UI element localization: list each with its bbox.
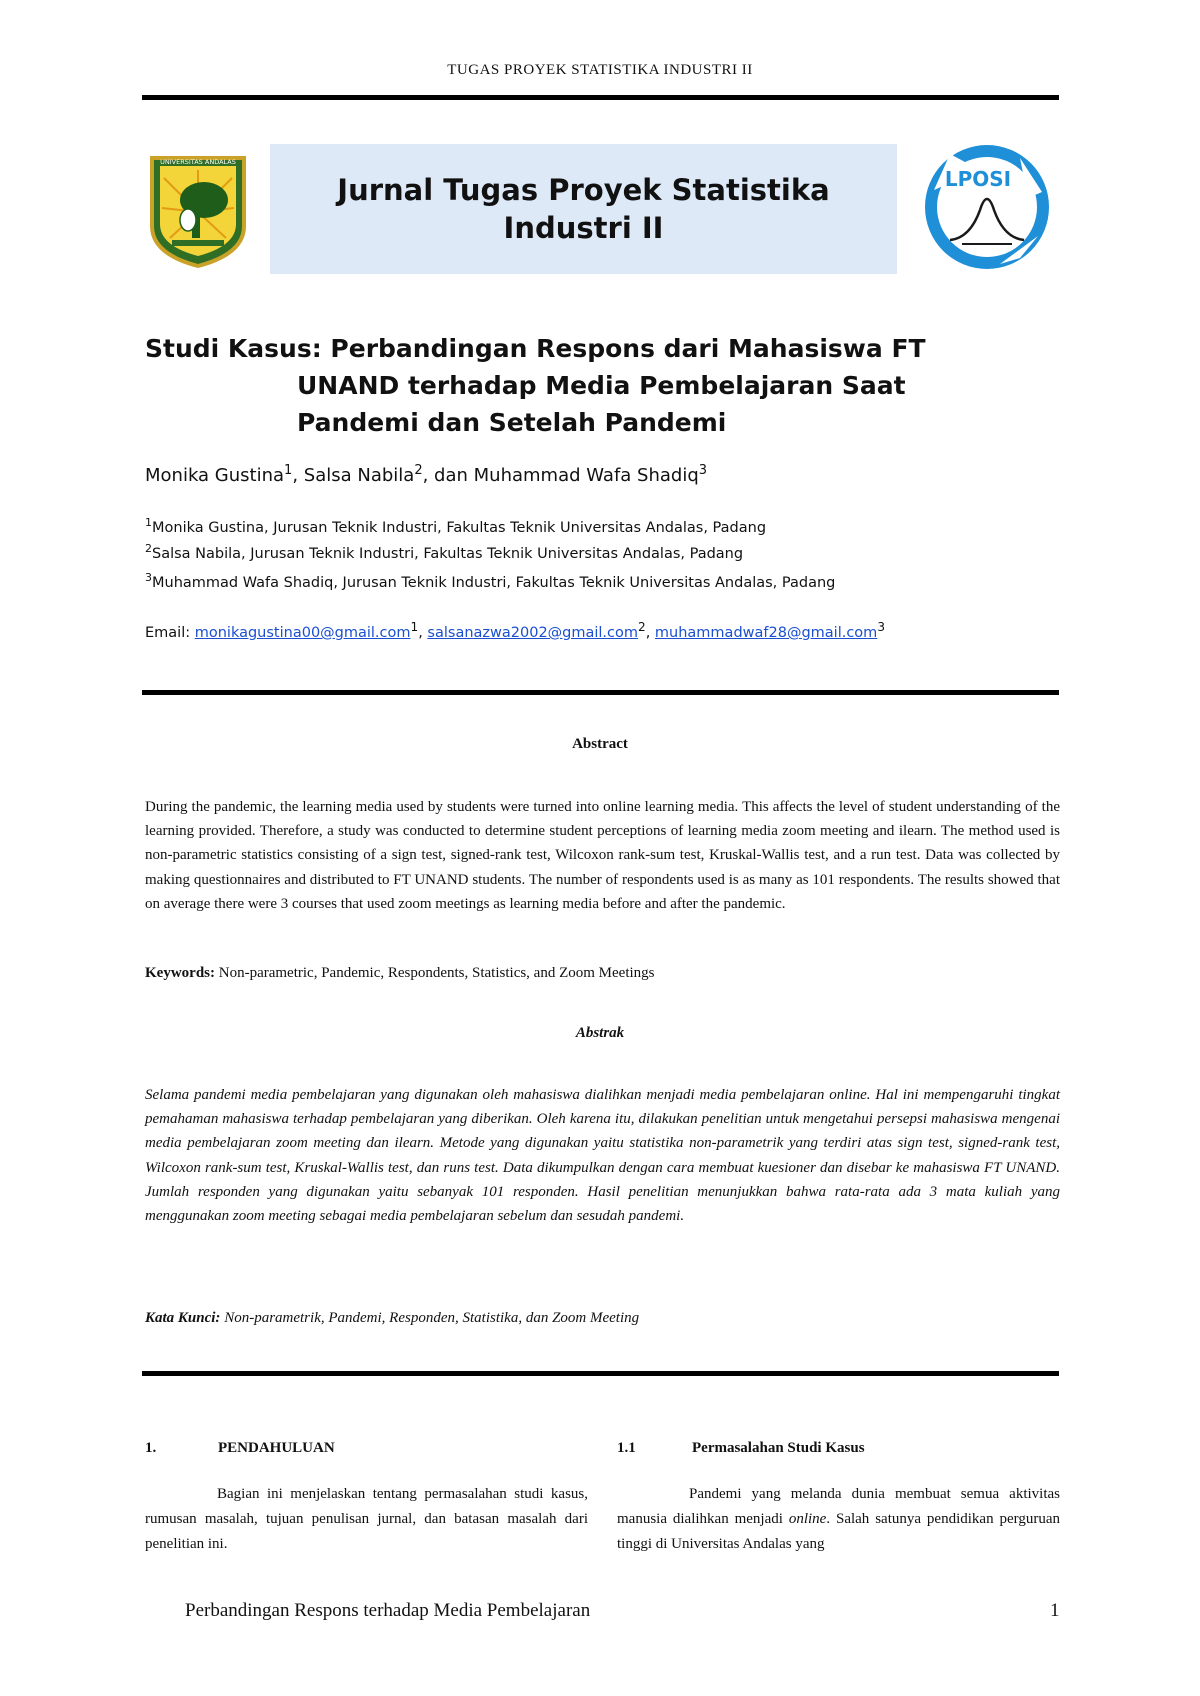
author-list — [145, 463, 707, 486]
header-rule — [142, 95, 1059, 100]
logo-right-text: LPOSI — [944, 167, 1012, 191]
abstract-heading: Abstract — [572, 736, 628, 752]
journal-title-line2: Industri II — [503, 211, 664, 245]
author-sup: 2 — [414, 463, 423, 478]
keywords-line — [145, 965, 655, 982]
university-logo — [148, 148, 248, 270]
affiliation-text: Muhammad Wafa Shadiq, Jurusan Teknik Industri, Fakultas Teknik Universitas Andalas, Padang — [152, 574, 836, 591]
left-column — [145, 1440, 588, 1557]
author-sup: 1 — [284, 463, 293, 478]
author-name: Salsa Nabila — [303, 465, 415, 486]
section-number: 1.1 — [617, 1440, 636, 1456]
kata-kunci-text: Non-parametrik, Pandemi, Responden, Statistika, dan Zoom Meeting — [224, 1310, 640, 1326]
email-sup: 2 — [638, 620, 646, 634]
title-line-1: Studi Kasus: Perbandingan Respons dari Mahasiswa FT — [145, 334, 926, 363]
affiliation-3 — [145, 571, 835, 591]
kata-kunci-label: Kata Kunci: — [145, 1310, 221, 1326]
author-sep: , dan — [422, 465, 474, 486]
section-rule-1 — [142, 690, 1059, 695]
section-number: 1. — [145, 1440, 157, 1456]
email-link-3[interactable]: muhammadwaf28@gmail.com — [654, 624, 878, 641]
article-title — [145, 330, 1045, 441]
author-sup: 3 — [698, 463, 708, 478]
email-sup: 1 — [410, 620, 419, 634]
author-name: Muhammad Wafa Shadiq — [473, 465, 699, 486]
author-name: Monika Gustina — [145, 465, 285, 486]
section-title: Permasalahan Studi Kasus — [692, 1440, 865, 1456]
text-run-italic: online — [788, 1511, 827, 1527]
journal-title-line1: Jurnal Tugas Proyek Statistika — [337, 173, 830, 207]
journal-title-box — [270, 144, 897, 274]
affiliation-2 — [145, 542, 743, 562]
email-sep: , — [645, 624, 655, 641]
section-text: Bagian ini menjelaskan tentang permasalahan studi kasus, rumusan masalah, tujuan penulisan jurnal, dan batasan masalah dari penelitian ini. — [145, 1486, 588, 1552]
affiliation-1 — [145, 516, 766, 536]
abstrak-body: Selama pandemi media pembelajaran yang digunakan oleh mahasiswa dialihkan menjadi media pembelajaran online. Hal ini mempengaruhi tingkat pemahaman mahasiswa terhadap pembelajaran yang diberikan. Oleh karena itu, dilakukan penelitian untuk mengetahui persepsi mahasiswa mengenai media pembelajaran zoom meeting dan ilearn. Metode yang digunakan yaitu statistika non-parametrik yang terdiri atas sign test, signed-rank test, Wilcoxon rank-sum test, Kruskal-Wallis test, dan runs test. Data dikumpulkan dengan cara membuat kuesioner dan disebar ke mahasiswa FT UNAND. Jumlah responden yang digunakan yaitu sebanyak 101 responden. Hasil penelitian menunjukkan bahwa rata-rata ada 3 mata kuliah yang menggunakan zoom meeting sebagai media pembelajaran sebelum dan sesudah pandemi. — [145, 1087, 1060, 1225]
email-sep: , — [418, 624, 428, 641]
text-run: Pandemi yang melanda dunia membuat semua aktivitas manusia dialihkan menjadi — [617, 1486, 1060, 1527]
abstract-body: During the pandemic, the learning media used by students were turned into online learning media. This affects the level of student understanding of the learning provided. Therefore, a study was conducted to determine student perceptions of learning media zoom meeting and ilearn. The method used is non-parametric statistics consisting of a sign test, signed-rank test, Wilcoxon rank-sum test, Kruskal-Wallis test, and a run test. Data was collected by making questionnaires and distributed to FT UNAND students. The number of respondents used is as many as 101 respondents. The results showed that on average there were 3 courses that used zoom meetings as learning media before and after the pandemic. — [145, 799, 1060, 912]
text-run: . Salah satunya pendidikan perguruan tinggi di Universitas Andalas yang — [617, 1511, 1060, 1552]
affiliation-text: Monika Gustina, Jurusan Teknik Industri, Fakultas Teknik Universitas Andalas, Padang — [152, 519, 767, 536]
section-text — [617, 1482, 1060, 1557]
footer-title: Perbandingan Respons terhadap Media Pembelajaran — [185, 1600, 591, 1621]
title-line-3: Pandemi dan Setelah Pandemi — [297, 408, 727, 437]
kata-kunci-line — [145, 1310, 639, 1327]
affiliation-sup: 1 — [145, 516, 152, 529]
section-title: PENDAHULUAN — [218, 1440, 335, 1456]
page-number: 1 — [1050, 1600, 1060, 1621]
email-line — [145, 620, 885, 641]
lposi-logo — [920, 140, 1055, 275]
right-column — [617, 1440, 1060, 1557]
affiliation-sup: 2 — [145, 542, 152, 555]
email-label: Email: — [145, 624, 191, 641]
logo-left-text: UNIVERSITAS ANDALAS — [160, 158, 236, 166]
section-rule-2 — [142, 1371, 1059, 1376]
section-heading-1 — [145, 1440, 588, 1457]
email-link-1[interactable]: monikagustina00@gmail.com — [194, 624, 411, 641]
affiliation-text: Salsa Nabila, Jurusan Teknik Industri, Fakultas Teknik Universitas Andalas, Padang — [152, 545, 744, 562]
author-sep: , — [292, 465, 304, 486]
email-link-2[interactable]: salsanazwa2002@gmail.com — [427, 624, 639, 641]
section-heading-1-1 — [617, 1440, 1060, 1457]
running-header: TUGAS PROYEK STATISTIKA INDUSTRI II — [447, 62, 753, 78]
abstrak-heading: Abstrak — [575, 1025, 625, 1041]
title-line-2: UNAND terhadap Media Pembelajaran Saat — [297, 371, 906, 400]
keywords-label: Keywords: — [145, 965, 215, 981]
keywords-text: Non-parametric, Pandemic, Respondents, Statistics, and Zoom Meetings — [218, 965, 655, 981]
affiliation-sup: 3 — [145, 571, 152, 584]
email-sup: 3 — [877, 620, 885, 634]
